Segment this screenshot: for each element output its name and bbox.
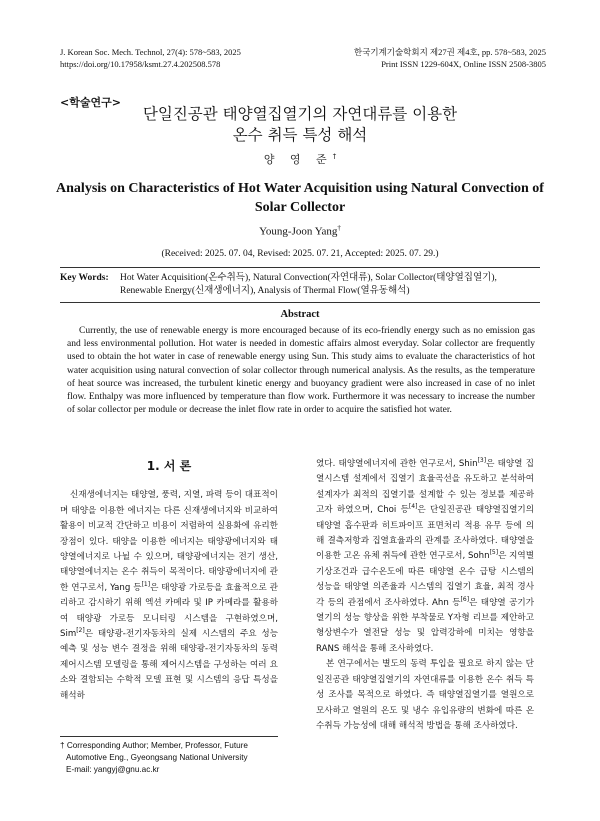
author-korean — [0, 151, 600, 167]
intro-r1-part-a: 였다. 태양열에너지에 관한 연구로서, Shin — [316, 459, 478, 469]
footnote-email[interactable]: E-mail: yangyj@gnu.ac.kr — [66, 765, 160, 775]
received-dates: (Received: 2025. 07. 04, Revised: 2025. 07. 21, Accepted: 2025. 07. 29.) — [161, 249, 439, 259]
keywords-text: Hot Water Acquisition(온수취득), Natural Convection(자연대류), Solar Collector(태양열집열기), Renewable Energy(신재생에너지), Analysis of Thermal Flow(열유동해석) — [120, 273, 497, 296]
corresponding-mark-en: † — [337, 224, 341, 232]
footnote — [60, 740, 280, 777]
journal-citation-korean-line: 한국기계기술학회지 제27권 제4호, pp. 578~583, 2025 — [353, 47, 546, 57]
journal-citation — [60, 46, 241, 70]
intro-p1-part-b: 은 태양광 가로등을 효율적으로 관리하고 감시하기 위해 엑션 카메라 및 IP 카메라를 활용하여 태양광 가로등 모니터링 시스템을 구현하였으며, Sim — [60, 582, 278, 640]
title-korean — [0, 104, 600, 146]
intro-r1-part-b: 은 태양열 집열시스템 설계에서 집열기 효율곡선을 유도하고 분석하여 설계자가 최적의 집열기를 설계할 수 있는 정보를 제공하고자 하였으며, Choi 등 — [316, 459, 534, 516]
intro-p1-part-c: 은 태양광-전기자동차의 실제 시스템의 주요 성능 예측 및 성능 변수 결정을 위해 태양광-전기자동차의 동력 제어시스템 모델링을 통해 제어시스템을 구성하는 여러 요소와 결함되는 수학적 모델 표현 및 시스템의 응답 특성을 해석하 — [60, 629, 278, 701]
citation-ref[interactable]: [4] — [408, 503, 418, 511]
abstract-heading: Abstract — [280, 309, 320, 320]
title-korean-line1: 단일진공관 태양열집열기의 자연대류를 이용한 — [142, 105, 458, 123]
intro-p1-part-a: 신재생에너지는 태양열, 풍력, 지열, 파력 등이 대표적이며 태양을 이용한 에너지는 다른 신재생에너지와 비교하여 활용이 비교적 간단하고 비용이 저렴하여 실용화에 유리한 장점이 있다. 태양을 이용한 에너지는 태양광에너지와 태양열에너지로 나뉠 수 있으며, 태양광에너지는 전기 생산, 태양열에너지는 온수 취득이 목적이다. 태양광에너지에 관한 연구로서, Yang 등 — [60, 490, 278, 593]
journal-citation-korean — [354, 46, 546, 70]
intro-r1-part-e: 은 태양열 공기가열기의 성능 향상을 위한 부착물로 Y자형 리브를 제안하고 형상변수가 열전달 성능 및 압력강하에 미치는 영향을 RANS 해석을 통해 조사하였다. — [316, 597, 535, 654]
intro-r1-part-c: 은 단일진공관 태양열집열기의 태양열 흡수판과 히트파이프 표면처리 적용 유무 등에 의해 결측저항과 집열효율과의 관계를 조사하였다. 태양열을 이용한 고온 유체 취득에 관한 연구로서, Sohn — [316, 505, 534, 562]
footnote-affiliation — [60, 740, 280, 764]
journal-citation-line: J. Korean Soc. Mech. Technol, 27(4): 578~583, 2025 — [60, 47, 241, 57]
footnote-mark: † — [60, 741, 65, 750]
intro-r1-part-d: 은 지역별 기상조건과 급수온도에 따른 태양열 온수 급탕 시스템의 성능을 태양열 의존율과 시스템의 집열기 효율, 최적 경사각 등의 관점에서 조사하였다. Ahn 등 — [316, 551, 535, 608]
citation-ref[interactable]: [1] — [141, 580, 151, 588]
issn-line: Print ISSN 1229-604X, Online ISSN 2508-3805 — [381, 59, 546, 69]
body-column-left — [60, 457, 278, 704]
citation-ref[interactable]: [6] — [460, 595, 470, 603]
footnote-rule — [60, 736, 278, 737]
intro-paragraph-1-continued — [316, 457, 534, 657]
body-column-right — [316, 457, 534, 734]
keywords-top-rule — [60, 267, 540, 268]
title-korean-line2: 온수 취득 특성 해석 — [232, 126, 368, 144]
keywords-block — [60, 272, 540, 298]
intro-paragraph-1 — [60, 488, 278, 704]
author-english — [0, 224, 600, 238]
citation-ref[interactable]: [3] — [477, 457, 487, 465]
footnote-affiliation-text: Corresponding Author; Member, Professor, Future Automotive Eng., Gyeongsang National University — [66, 741, 248, 763]
author-english-name: Young-Joon Yang — [259, 225, 338, 238]
article-category: <학술연구> — [60, 96, 121, 109]
intro-paragraph-2: 본 연구에서는 별도의 동력 투입을 필요로 하지 않는 단일진공관 태양열집열기의 자연대류를 이용한 온수 취득 특성 조사를 목적으로 하였다. 즉 태양열집열기를 열원으로 모사하고 열원의 온도 및 냉수 유입유량의 변화에 따른 온수취득 가능성에 대해 해석적 방법을 통해 조사하였다. — [316, 659, 534, 731]
doi-link[interactable]: https://doi.org/10.17958/ksmt.27.4.202508.578 — [60, 59, 221, 69]
abstract-text: Currently, the use of renewable energy is more encouraged because of its eco-friendly energy such as no emission gas and less environmental pollution. Hot water is needed in domestic affairs almost everyday. Solar collector are frequently used to obtain the hot water in case of renewable energy using Sun. This study aims to evaluate the characteristics of hot water acquisition using natural convection of solar collector through numerical analysis. As the results, as the temperature of heat source was increased, the turbulent kinetic energy and buoyancy gradient were also increased in case of no inlet flow. Enthalpy was more influenced by temperature than flow work. Furthermore it was necessary to increase the number of solar collector per module or decrease the inlet flow rate in order to acquire the satisfied hot water. — [67, 326, 535, 416]
corresponding-mark: † — [332, 152, 337, 161]
section-heading-introduction: 1. 서 론 — [146, 459, 192, 473]
author-korean-name: 양 영 준 — [263, 153, 333, 166]
title-english: Analysis on Characteristics of Hot Water Acquisition using Natural Convection of Solar Collector — [56, 181, 544, 215]
citation-ref[interactable]: [5] — [489, 549, 499, 557]
citation-ref[interactable]: [2] — [76, 627, 85, 635]
keywords-bottom-rule — [60, 302, 540, 303]
keywords-label: Key Words: — [60, 273, 109, 283]
